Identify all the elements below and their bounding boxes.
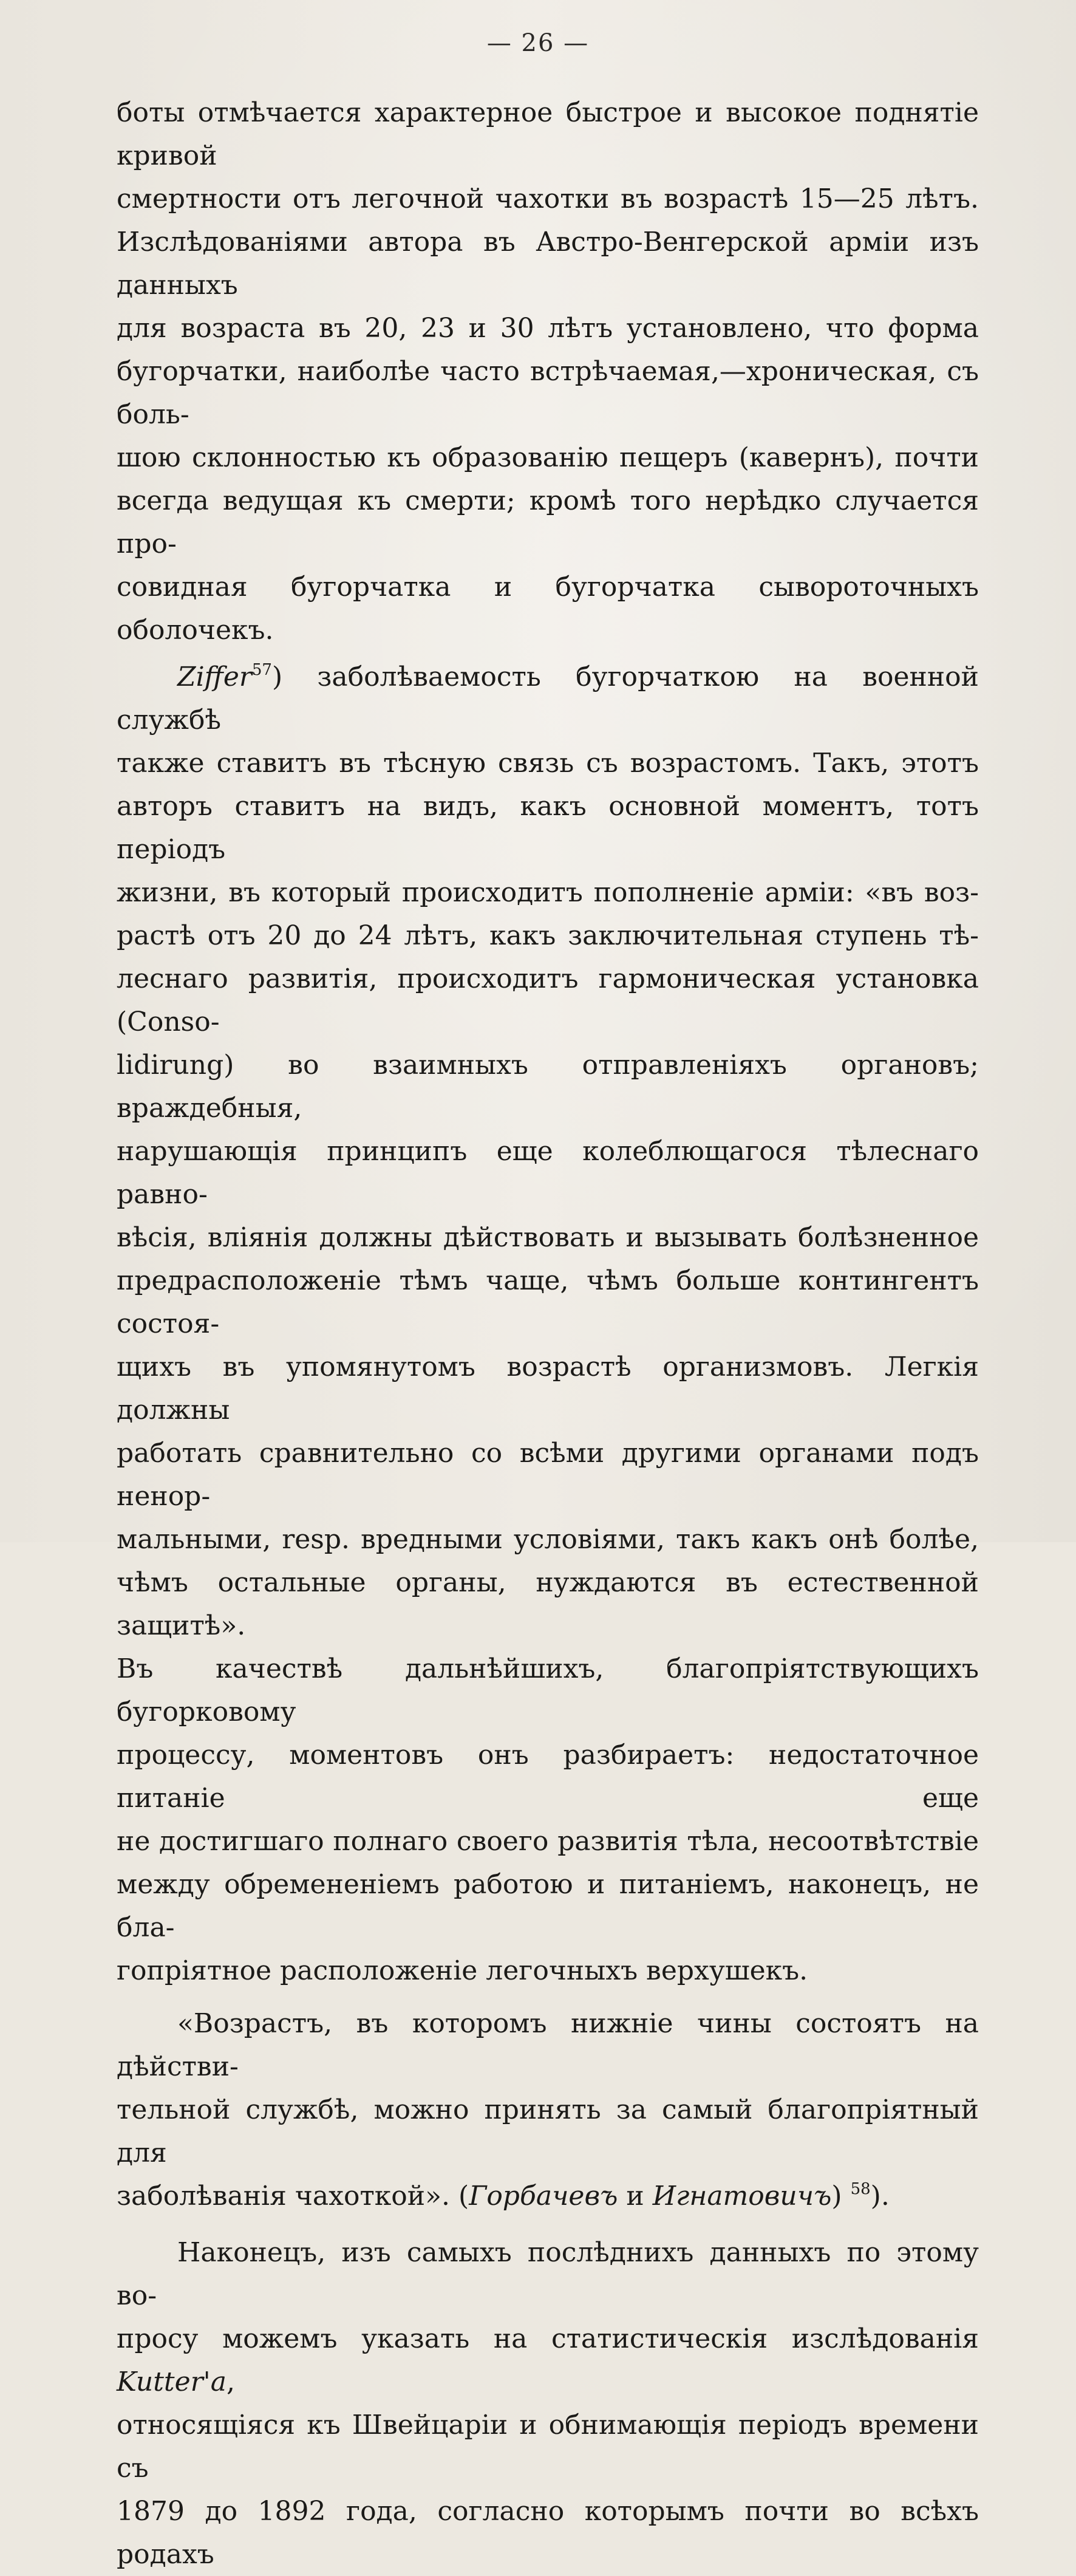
line-text: и [618,2181,653,2212]
line-text: ) заболѣваемость бугорчаткою на военной службѣ [117,661,979,736]
body-text [117,91,979,2576]
text-line: мальными, resp. вредными условіями, такъ какъ онѣ болѣе, [117,1524,979,1555]
line-text: ) [831,2181,851,2212]
text-line: «Возрастъ, въ которомъ нижніе чины состоятъ на дѣйстви- [117,2008,979,2082]
line-text: просу можемъ указать на статистическія изслѣдованія [117,2323,979,2354]
author-name: Горбачевъ [469,2181,618,2212]
text-line: шою склонностью къ образованію пещеръ (кавернъ), почти [117,442,979,473]
text-line: 1879 до 1892 года, согласно которымъ почти во всѣхъ родахъ [117,2496,979,2570]
text-line: для возраста въ 20, 23 и 30 лѣтъ установлено, что форма [117,313,979,344]
text-line: между обремененіемъ работою и питаніемъ, наконецъ, не бла- [117,1869,979,1943]
author-name: Kutter'a [117,2366,227,2397]
text-line: растѣ отъ 20 до 24 лѣтъ, какъ заключительная ступень тѣ- [117,920,979,951]
text-line: щихъ въ упомянутомъ возрастѣ организмовъ. Легкія должны [117,1351,979,1426]
text-line: также ставитъ въ тѣсную связь съ возрастомъ. Такъ, этотъ [117,748,979,779]
text-line: жизни, въ который происходитъ пополненіе арміи: «въ воз- [117,877,979,908]
author-name: Игнатовичъ [652,2181,832,2212]
text-line: леснаго развитія, происходитъ гармоническая установка (Conso- [117,963,979,1037]
text-line: боты отмѣчается характерное быстрое и высокое поднятіе кривой [117,97,979,171]
line-text: , [226,2366,236,2397]
text-line [117,2317,979,2403]
text-line: lidirung) во взаимныхъ отправленіяхъ органовъ; враждебныя, [117,1050,979,1124]
text-line: Въ качествѣ дальнѣйшихъ, благопріятствующихъ бугорковому [117,1653,979,1727]
text-line: совидная бугорчатка и бугорчатка сывороточныхъ оболочекъ. [117,572,979,646]
text-line: всегда ведущая къ смерти; кромѣ того нерѣдко случается про- [117,485,979,559]
text-line: относящіяся къ Швейцаріи и обнимающія періодъ времени съ [117,2410,979,2484]
text-line: вѣсія, вліянія должны дѣйствовать и вызывать болѣзненное [117,1222,979,1253]
text-line: Изслѣдованіями автора въ Австро-Венгерской арміи изъ данныхъ [117,227,979,301]
text-line: нарушающія принципъ еще колеблющагося тѣлеснаго равно- [117,1136,979,1210]
text-line: гопріятное расположеніе легочныхъ верхушекъ. [117,1955,808,1986]
text-line: предрасположеніе тѣмъ чаще, чѣмъ больше контингентъ состоя- [117,1265,979,1339]
footnote-ref: 57 [251,661,272,679]
text-line [117,655,979,742]
text-line: Наконецъ, изъ самыхъ послѣднихъ данныхъ по этому во- [117,2237,979,2311]
line-text: ). [870,2181,890,2212]
text-line: чѣмъ остальные органы, нуждаются въ естественной защитѣ». [117,1567,979,1641]
text-line: работать сравнительно со всѣми другими органами подъ ненор- [117,1438,979,1512]
text-line: не достигшаго полнаго своего развитія тѣла, несоотвѣтствіе [117,1826,979,1857]
author-name: Ziffer [177,661,252,692]
text-line: авторъ ставитъ на видъ, какъ основной моментъ, тотъ періодъ [117,791,979,865]
footnote-ref: 58 [850,2180,871,2198]
text-line: смертности отъ легочной чахотки въ возрастѣ 15—25 лѣтъ. [117,183,979,214]
page-number: — 26 — [486,29,590,57]
text-line: бугорчатки, наиболѣе часто встрѣчаемая,—хроническая, съ боль- [117,356,979,430]
text-line: процессу, моментовъ онъ разбираетъ: недостаточное питаніе еще [117,1740,979,1814]
text-line: тельной службѣ, можно принять за самый благопріятный для [117,2094,979,2168]
line-text: заболѣванія чахоткой». ( [117,2181,469,2212]
text-line [117,2175,979,2218]
